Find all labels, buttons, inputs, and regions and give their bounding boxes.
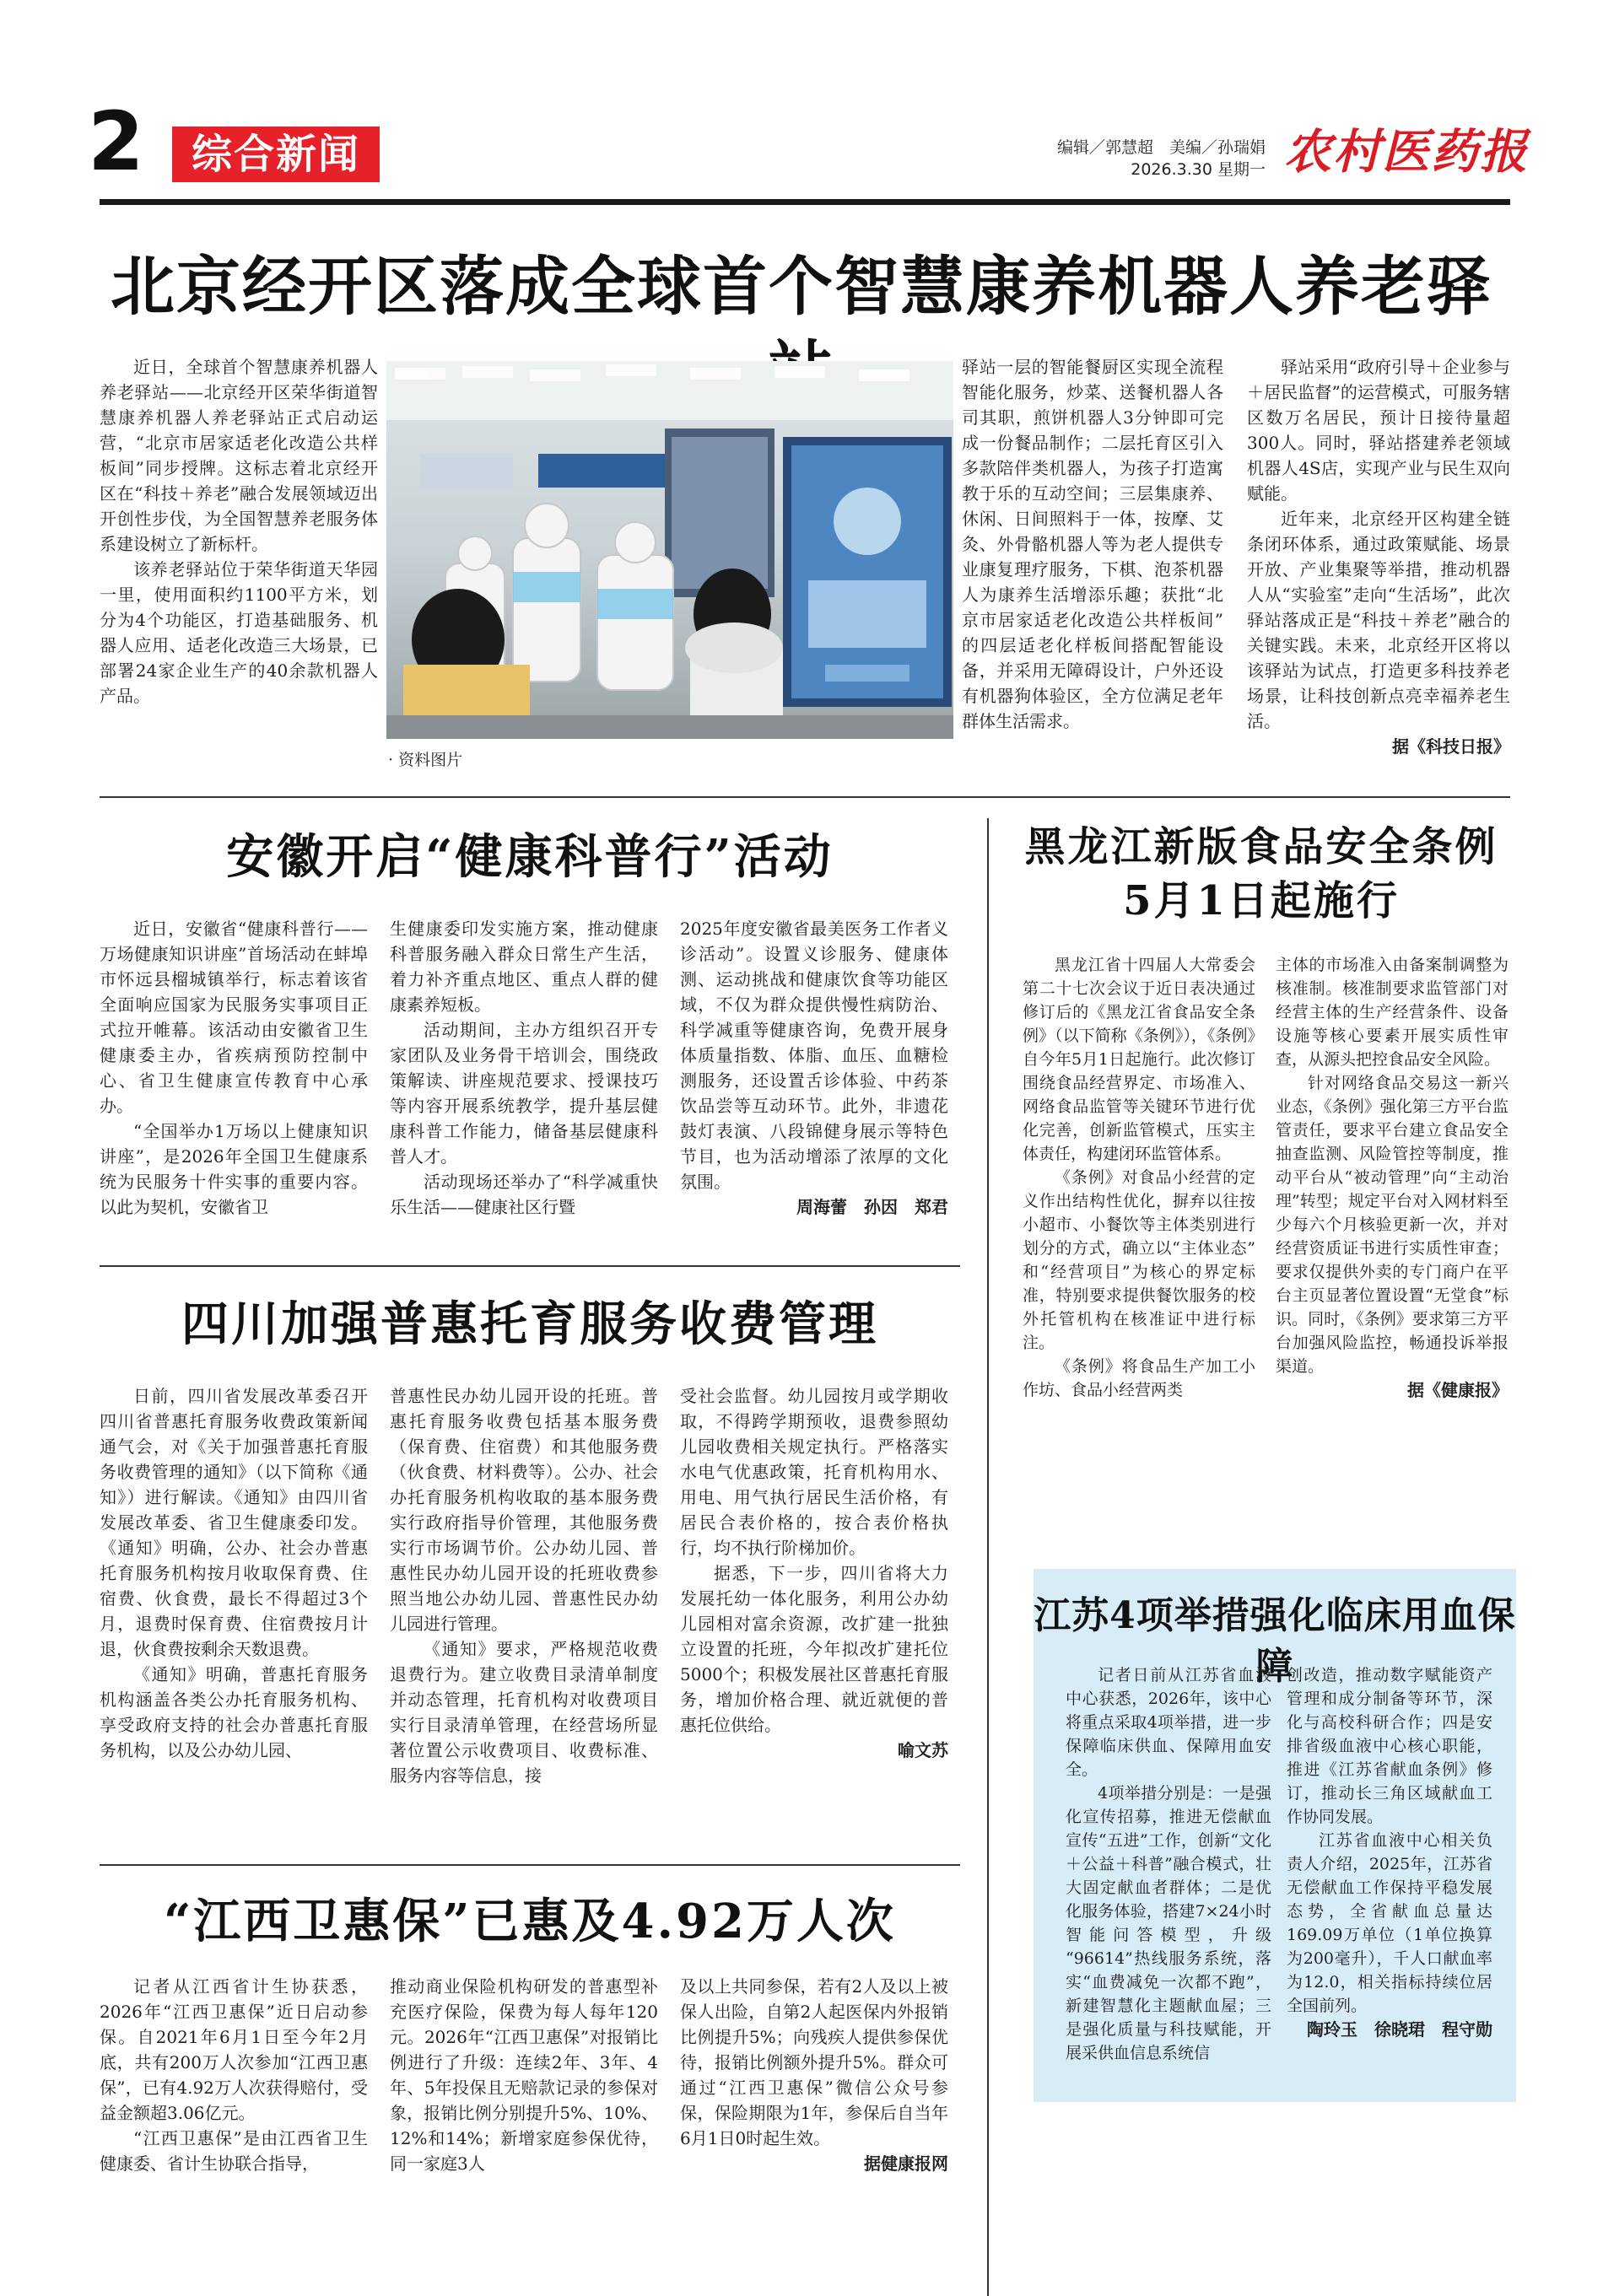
column-rule — [987, 818, 989, 2296]
paragraph: 黑龙江省十四届人大常委会第二十七次会议于近日表决通过修订后的《黑龙江省食品安全条例》（以下简称《条例》），《条例》自今年5月1日起施行。此次修订围绕食品经营界定、市场准入、网络食品监管等关键环节进行优化完善，创新监管模式，压实主体责任，构建闭环监管体系。 — [1023, 956, 1255, 1163]
paragraph: 驿站采用“政府引导＋企业参与＋居民监督”的运营模式，可服务辖区数万名居民，预计日接待量超300人。同时，驿站搭建养老领域机器人4S店，实现产业与民生双向赋能。 — [1247, 357, 1510, 504]
editor-info — [1055, 137, 1266, 181]
sichuan-title: 四川加强普惠托育服务收费管理 — [181, 1296, 878, 1352]
jiangsu-title: 江苏4项举措强化临床用血保障 — [1034, 1594, 1516, 1688]
masthead — [0, 0, 1603, 202]
heilongjiang-source: 据《健康报》 — [1407, 1380, 1509, 1400]
paragraph: 针对网络食品交易这一新兴业态，《条例》强化第三方平台监管责任，要求平台建立食品安全抽查监测、风险管控等制度，推动平台从“被动管理”向“主动治理”转型；规定平台对入网材料至少每六个月核验更新一次，并对经营资质证书进行实质性审查；要求仅提供外卖的专门商户在平台主页显著位置设置“无堂食”标识。同时，《条例》要求第三方平台加强风险监控，畅通投诉举报渠道。 — [1276, 1074, 1509, 1376]
anhui-col-2 — [390, 916, 658, 1220]
anhui-title: 安徽开启“健康科普行”活动 — [226, 829, 834, 885]
paragraph: 活动现场还举办了“科学减重快乐生活——健康社区行暨 — [390, 1172, 658, 1217]
anhui-col-3 — [680, 916, 948, 1220]
paragraph: “江西卫惠保”是由江西省卫生健康委、省计生协联合指导， — [100, 2128, 368, 2174]
editor-credits: 编辑／郭慧超 美编／孙瑞娟 — [1056, 138, 1266, 157]
masthead-rule — [100, 199, 1510, 205]
jiangxi-col-2 — [390, 1974, 658, 2176]
paragraph: 及以上共同参保，若有2人及以上被保人出险，自第2人起医保内外报销比例提升5%；向残疾人提供参保优待，报销比例额外提升5%。群众可通过“江西卫惠保”微信公众号参保，保险期限为1年，参保后自当年6月1日0时起生效。 — [680, 1976, 948, 2148]
section-divider — [100, 796, 1510, 798]
paragraph: 记者从江西省计生协获悉，2026年“江西卫惠保”近日启动参保。自2021年6月1日至今年2月底，共有200万人次参加“江西卫惠保”，已有4.92万人次获得赔付，受益金额超3.06亿元。 — [100, 1976, 368, 2123]
paragraph: 推动商业保险机构研发的普惠型补充医疗保险，保费为每人每年120元。2026年“江西卫惠保”对报销比例进行了升级：连续2年、3年、4年、5年投保且无赔款记录的参保对象，报销比例分别提升5%、10%、12%和14%；新增家庭参保优待，同一家庭3人 — [390, 1976, 658, 2174]
jiangsu-byline: 陶玲玉 徐晓珺 程守勋 — [1307, 2019, 1492, 2040]
paragraph: 普惠性民办幼儿园开设的托班。普惠托育服务收费包括基本服务费（保育费、住宿费）和其他服务费（伙食费、材料费等）。公办、社会办托育服务机构收取的基本服务费实行政府指导价管理，其他服务费实行市场调节价。公办幼儿园、普惠性民办幼儿园开设的托班收费参照当地公办幼儿园、普惠性民办幼儿园进行管理。 — [390, 1386, 658, 1634]
paragraph: 2025年度安徽省最美医务工作者义诊活动”。设置义诊服务、健康体测、运动挑战和健康饮食等功能区域，不仅为群众提供慢性病防治、科学减重等健康咨询，免费开展身体质量指数、体脂、血压、血糖检测服务，还设置舌诊体验、中药茶饮品尝等互动环节。此外，非遗花鼓灯表演、八段锦健身展示等特色节目，也为活动增添了浓厚的文化氛围。 — [680, 919, 948, 1192]
paragraph: 驿站一层的智能餐厨区实现全流程智能化服务，炒菜、送餐机器人各司其职，煎饼机器人3分钟即可完成一份餐品制作；二层托育区引入多款陪伴类机器人，为孩子打造寓教于乐的互动空间；三层集康养、休闲、日间照料于一体，按摩、艾灸、外骨骼机器人等为老人提供专业康复理疗服务，下棋、泡茶机器人为康养生活增添乐趣；获批“北京市居家适老化改造公共样板间”的四层适老化样板间搭配智能设备，并采用无障碍设计，户外还设有机器狗体验区，全方位满足老年群体生活需求。 — [962, 357, 1223, 731]
paragraph: 主体的市场准入由备案制调整为核准制。核准制要求监管部门对经营主体的生产经营条件、设备设施等核心要素开展实质性审查，从源头把控食品安全风险。 — [1276, 956, 1509, 1069]
paragraph: 江苏省血液中心相关负责人介绍，2025年，江苏省无偿献血工作保持平稳发展态势，全省献血总量达169.09万单位（1单位换算为200毫升），千人口献血率为12.0，相关指标持续位居全国前列。 — [1287, 1831, 1492, 2015]
paragraph: 《条例》对食品小经营的定义作出结构性优化，摒弃以往按小超市、小餐饮等主体类别进行划分的方式，确立以“主体业态”和“经营项目”为核心的界定标准，特别要求提供餐饮服务的校外托管机构在核准证中进行标注。 — [1023, 1168, 1255, 1352]
section-divider — [100, 1265, 960, 1267]
paragraph: 日前，四川省发展改革委召开四川省普惠托育服务收费政策新闻通气会，对《关于加强普惠托育服务收费管理的通知》（以下简称《通知》）进行解读。《通知》由四川省发展改革委、省卫生健康委印发。《通知》明确，公办、社会办普惠托育服务机构按月收取保育费、住宿费、伙食费，最长不得超过3个月，退费时保育费、住宿费按月计退，伙食费按剩余天数退费。 — [100, 1386, 368, 1659]
paper-logo: 农村医药报 — [1284, 124, 1529, 180]
sichuan-byline: 喻文苏 — [898, 1740, 948, 1760]
anhui-byline: 周海蕾 孙因 郑君 — [796, 1197, 948, 1217]
paragraph: 近年来，北京经开区构建全链条闭环体系，通过政策赋能、场景开放、产业集聚等举措，推动机器人从“实验室”走向“生活场”，此次驿站落成正是“科技＋养老”融合的关键实践。未来，北京经开区将以该驿站为试点，打造更多科技养老场景，让科技创新点亮幸福养老生活。 — [1247, 509, 1510, 731]
photo-illustration — [386, 361, 953, 739]
sichuan-col-1 — [100, 1383, 368, 1763]
paragraph: 受社会监督。幼儿园按月或学期收取，不得跨学期预收，退费参照幼儿园收费相关规定执行。严格落实水电气优惠政策，托育机构用水、用电、用气执行居民生活价格，有居民合表价格的，按合表价格执行，均不执行阶梯加价。 — [680, 1386, 948, 1558]
paragraph: 该养老驿站位于荣华街道天华园一里，使用面积约1100平方米，划分为4个功能区，打造基础服务、机器人应用、适老化改造三大场景，已部署24家企业生产的40余款机器人产品。 — [100, 559, 378, 706]
anhui-col-1 — [100, 916, 368, 1220]
jiangxi-title: “江西卫惠保”已惠及4.92万人次 — [164, 1894, 896, 1949]
lead-headline: 北京经开区落成全球首个智慧康养机器人养老驿 — [111, 249, 1492, 324]
jiangxi-col-3 — [680, 1974, 948, 2176]
paragraph: “全国举办1万场以上健康知识讲座”，是2026年全国卫生健康系统为民服务十件实事的重要内容。以此为契机，安徽省卫 — [100, 1121, 368, 1217]
lead-source: 据《科技日报》 — [1392, 736, 1510, 757]
jiangxi-col-1 — [100, 1974, 368, 2176]
robot-station-photo — [386, 361, 953, 739]
paragraph: 《通知》明确，普惠托育服务机构涵盖各类公办托育服务机构、享受政府支持的社会办普惠托育服务机构，以及公办幼儿园、 — [100, 1664, 368, 1760]
paragraph: 近日，全球首个智慧康养机器人养老驿站——北京经开区荣华街道智慧康养机器人养老驿站正式启动运营，“北京市居家适老化改造公共样板间”同步授牌。这标志着北京经开区在“科技＋养老”融合发展领域迈出开创性步伐，为全国智慧养老服务体系建设树立了新标杆。 — [100, 357, 378, 554]
section-label: 综合新闻 — [172, 127, 380, 182]
photo-caption: · 资料图片 — [388, 751, 463, 769]
paragraph: 据悉，下一步，四川省将大力发展托幼一体化服务，利用公办幼儿园相对富余资源，改扩建一批独立设置的托班，今年拟改扩建托位5000个；积极发展社区普惠托育服务，增加价格合理、就近就便的普惠托位供给。 — [680, 1563, 948, 1735]
jiangxi-byline: 据健康报网 — [864, 2153, 948, 2174]
heilongjiang-col-1 — [1023, 953, 1255, 1402]
paragraph: 近日，安徽省“健康科普行——万场健康知识讲座”首场活动在蚌埠市怀远县榴城镇举行，标志着该省全面响应国家为民服务实事项目正式拉开帷幕。该活动由安徽省卫生健康委主办，省疾病预防控制中心、省卫生健康宣传教育中心承办。 — [100, 919, 368, 1116]
jiangsu-col-2 — [1287, 1663, 1492, 2041]
jiangsu-box — [1034, 1569, 1516, 2102]
paragraph: 活动期间，主办方组织召开专家团队及业务骨干培训会，围绕政策解读、讲座规范要求、授课技巧等内容开展系统教学，提升基层健康科普工作能力，储备基层健康科普人才。 — [390, 1020, 658, 1167]
heilongjiang-title-line-1: 黑龙江新版食品安全条例 — [1024, 823, 1498, 870]
heilongjiang-title — [1004, 820, 1519, 928]
jiangsu-col-1 — [1066, 1663, 1271, 2065]
paragraph: 创改造，推动数字赋能资产管理和成分制备等环节，深化与高校科研合作；四是安排省级血液中心核心职能，推进《江苏省献血条例》修订，推动长三角区域献血工作协同发展。 — [1287, 1666, 1492, 1826]
lead-col-3 — [1247, 354, 1510, 759]
page-number: 2 — [88, 94, 144, 189]
paragraph: 《条例》将食品生产加工小作坊、食品小经营两类 — [1023, 1357, 1255, 1399]
lead-col-1 — [100, 354, 378, 709]
paragraph: 记者日前从江苏省血液中心获悉，2026年，该中心将重点采取4项举措，进一步保障临床供血、保障用血安全。 — [1066, 1666, 1271, 1779]
paragraph: 《通知》要求，严格规范收费退费行为。建立收费目录清单制度并动态管理，托育机构对收费项目实行目录清单管理，在经营场所显著位置公示收费项目、收费标准、服务内容等信息，接 — [390, 1639, 658, 1786]
heilongjiang-col-2 — [1276, 953, 1509, 1402]
section-divider — [100, 1864, 960, 1866]
paragraph: 生健康委印发实施方案，推动健康科普服务融入群众日常生产生活，着力补齐重点地区、重点人群的健康素养短板。 — [390, 919, 658, 1015]
heilongjiang-title-line-2: 5月1日起施行 — [1123, 877, 1400, 924]
sichuan-col-3 — [680, 1383, 948, 1763]
issue-date: 2026.3.30 星期一 — [1131, 160, 1266, 179]
paragraph: 4项举措分别是：一是强化宣传招募，推进无偿献血宣传“五进”工作，创新“文化＋公益＋科普”融合模式，壮大固定献血者群体；二是优化服务体验，搭建7×24小时智能问答模型，升级“96614”热线服务系统，落实“血费减免一次都不跑”，新建智慧化主题献血屋；三是强化质量与科技赋能，开展采供血信息系统信 — [1066, 1784, 1271, 2062]
sichuan-col-2 — [390, 1383, 658, 1788]
lead-col-2 — [962, 354, 1223, 734]
